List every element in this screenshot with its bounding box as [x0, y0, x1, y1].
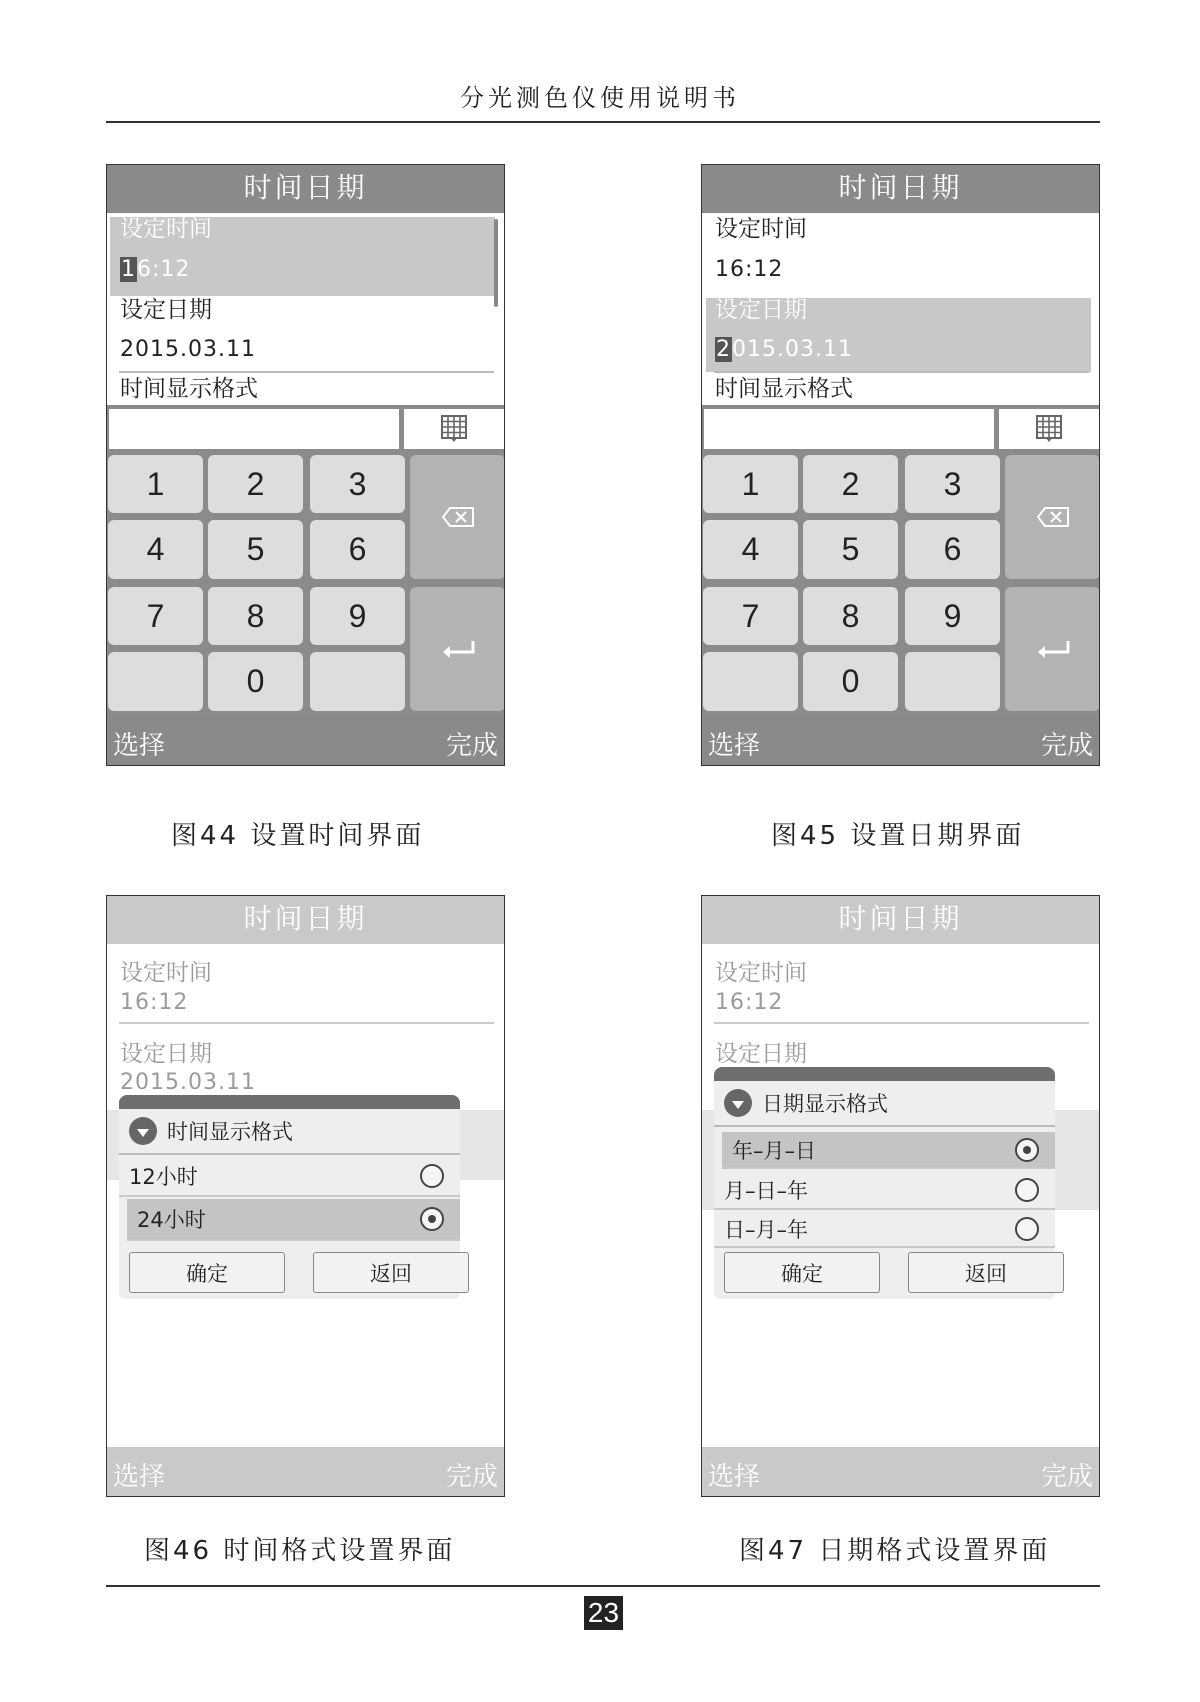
done-softkey[interactable]: 完成: [445, 1462, 498, 1492]
backspace-key[interactable]: [410, 455, 505, 579]
key-blank-right: [310, 652, 405, 711]
date-value-rest: 015.03.11: [732, 337, 853, 362]
figure-46-time-format-screen: [106, 895, 505, 1497]
document-header-title: 分光测色仪使用说明书: [460, 84, 740, 112]
enter-key[interactable]: [410, 587, 505, 711]
key-0[interactable]: 0: [803, 652, 898, 711]
divider: [714, 1022, 1089, 1024]
divider: [119, 1022, 494, 1024]
bottom-bar: [702, 1447, 1099, 1497]
key-blank-left: [108, 652, 203, 711]
option-label: 月–日–年: [724, 1178, 808, 1203]
key-9[interactable]: 9: [310, 587, 405, 645]
option-mdy[interactable]: [714, 1171, 1055, 1210]
key-blank-right: [905, 652, 1000, 711]
key-1[interactable]: 1: [108, 455, 203, 513]
caption-figure-47: 图47 日期格式设置界面: [739, 1536, 1051, 1566]
dropdown-triangle-icon: [724, 1089, 752, 1117]
scrollbar[interactable]: [494, 219, 498, 307]
key-7[interactable]: 7: [703, 587, 798, 645]
number-input[interactable]: [704, 409, 994, 449]
ok-button[interactable]: 确定: [724, 1252, 880, 1293]
radio-selected-icon[interactable]: [1015, 1138, 1039, 1162]
caption-figure-46: 图46 时间格式设置界面: [144, 1536, 456, 1566]
time-value: 16:12: [120, 990, 189, 1015]
keyboard-grid-icon: [441, 415, 467, 443]
done-softkey[interactable]: 完成: [1040, 731, 1093, 761]
footer-divider: [106, 1585, 1100, 1587]
keyboard-grid-icon: [1036, 415, 1062, 443]
key-0[interactable]: 0: [208, 652, 303, 711]
key-5[interactable]: 5: [803, 520, 898, 579]
enter-key[interactable]: [1005, 587, 1100, 711]
divider: [119, 371, 494, 373]
dialog-title: 日期显示格式: [762, 1092, 888, 1116]
time-value: 16:12: [715, 257, 784, 282]
backspace-icon: [1036, 506, 1070, 528]
radio-icon[interactable]: [1015, 1217, 1039, 1241]
back-button[interactable]: 返回: [908, 1252, 1064, 1293]
select-softkey[interactable]: 选择: [113, 1462, 166, 1492]
bottom-bar: [702, 716, 1099, 766]
back-button[interactable]: 返回: [313, 1252, 469, 1293]
key-4[interactable]: 4: [703, 520, 798, 579]
done-softkey[interactable]: 完成: [445, 731, 498, 761]
title-bar: 时间日期: [107, 165, 504, 213]
key-blank-left: [703, 652, 798, 711]
caption-figure-45: 图45 设置日期界面: [771, 821, 1025, 851]
option-ymd[interactable]: [722, 1132, 1055, 1169]
title-bar: 时间日期: [702, 165, 1099, 213]
backspace-icon: [441, 506, 475, 528]
page-number: 23: [584, 1596, 623, 1630]
key-4[interactable]: 4: [108, 520, 203, 579]
figure-44-set-time-screen: [106, 164, 505, 766]
done-softkey[interactable]: 完成: [1040, 1462, 1093, 1492]
key-6[interactable]: 6: [310, 520, 405, 579]
date-value: 2015.03.11: [120, 1070, 256, 1095]
time-value-editing: [120, 257, 190, 282]
figure-45-set-date-screen: [701, 164, 1100, 766]
number-input[interactable]: [109, 409, 399, 449]
title-bar: 时间日期: [702, 896, 1099, 944]
key-2[interactable]: 2: [208, 455, 303, 513]
title-bar: 时间日期: [107, 896, 504, 944]
divider: [714, 371, 1089, 373]
time-value: 16:12: [715, 990, 784, 1015]
time-format-label[interactable]: 时间显示格式: [715, 376, 853, 402]
date-value-editing: [715, 337, 853, 362]
key-9[interactable]: 9: [905, 587, 1000, 645]
time-format-label[interactable]: 时间显示格式: [120, 376, 258, 402]
key-2[interactable]: 2: [803, 455, 898, 513]
key-7[interactable]: 7: [108, 587, 203, 645]
option-24-hour[interactable]: [127, 1199, 460, 1241]
set-date-label[interactable]: 设定日期: [715, 297, 807, 323]
keyboard-toggle-button[interactable]: [999, 409, 1099, 449]
date-value: 2015.03.11: [120, 337, 256, 362]
key-8[interactable]: 8: [803, 587, 898, 645]
figure-47-date-format-screen: [701, 895, 1100, 1497]
dialog-title: 时间显示格式: [167, 1120, 293, 1144]
option-label: 日–月–年: [724, 1217, 808, 1242]
enter-icon: [441, 639, 475, 659]
text-cursor: 1: [121, 257, 136, 282]
key-5[interactable]: 5: [208, 520, 303, 579]
bottom-bar: [107, 716, 504, 766]
set-time-label[interactable]: 设定时间: [715, 216, 807, 242]
radio-selected-icon[interactable]: [420, 1207, 444, 1231]
key-3[interactable]: 3: [310, 455, 405, 513]
set-time-label[interactable]: 设定时间: [715, 960, 807, 986]
select-softkey[interactable]: 选择: [708, 731, 761, 761]
radio-icon[interactable]: [1015, 1178, 1039, 1202]
dropdown-triangle-icon: [129, 1117, 157, 1145]
header-divider: [106, 121, 1100, 123]
dialog-header: [119, 1109, 460, 1155]
text-cursor: 2: [716, 337, 731, 362]
caption-figure-44: 图44 设置时间界面: [171, 821, 425, 851]
select-softkey[interactable]: 选择: [708, 1462, 761, 1492]
option-label: 年–月–日: [732, 1138, 816, 1163]
radio-icon[interactable]: [420, 1164, 444, 1188]
option-dmy[interactable]: [714, 1211, 1055, 1248]
key-8[interactable]: 8: [208, 587, 303, 645]
set-date-label[interactable]: 设定日期: [120, 297, 212, 323]
set-date-label[interactable]: 设定日期: [715, 1041, 807, 1067]
option-label: 12小时: [129, 1165, 198, 1189]
keyboard-toggle-button[interactable]: [404, 409, 504, 449]
set-time-label[interactable]: 设定时间: [120, 216, 212, 242]
set-date-label[interactable]: 设定日期: [120, 1041, 212, 1067]
key-1[interactable]: 1: [703, 455, 798, 513]
key-3[interactable]: 3: [905, 455, 1000, 513]
option-label: 24小时: [137, 1208, 206, 1232]
backspace-key[interactable]: [1005, 455, 1100, 579]
dialog-header: [714, 1081, 1055, 1127]
select-softkey[interactable]: 选择: [113, 731, 166, 761]
ok-button[interactable]: 确定: [129, 1252, 285, 1293]
set-time-label[interactable]: 设定时间: [120, 960, 212, 986]
key-6[interactable]: 6: [905, 520, 1000, 579]
bottom-bar: [107, 1447, 504, 1497]
option-12-hour[interactable]: [119, 1157, 460, 1197]
time-value-rest: 6:12: [137, 257, 191, 282]
enter-icon: [1036, 639, 1070, 659]
